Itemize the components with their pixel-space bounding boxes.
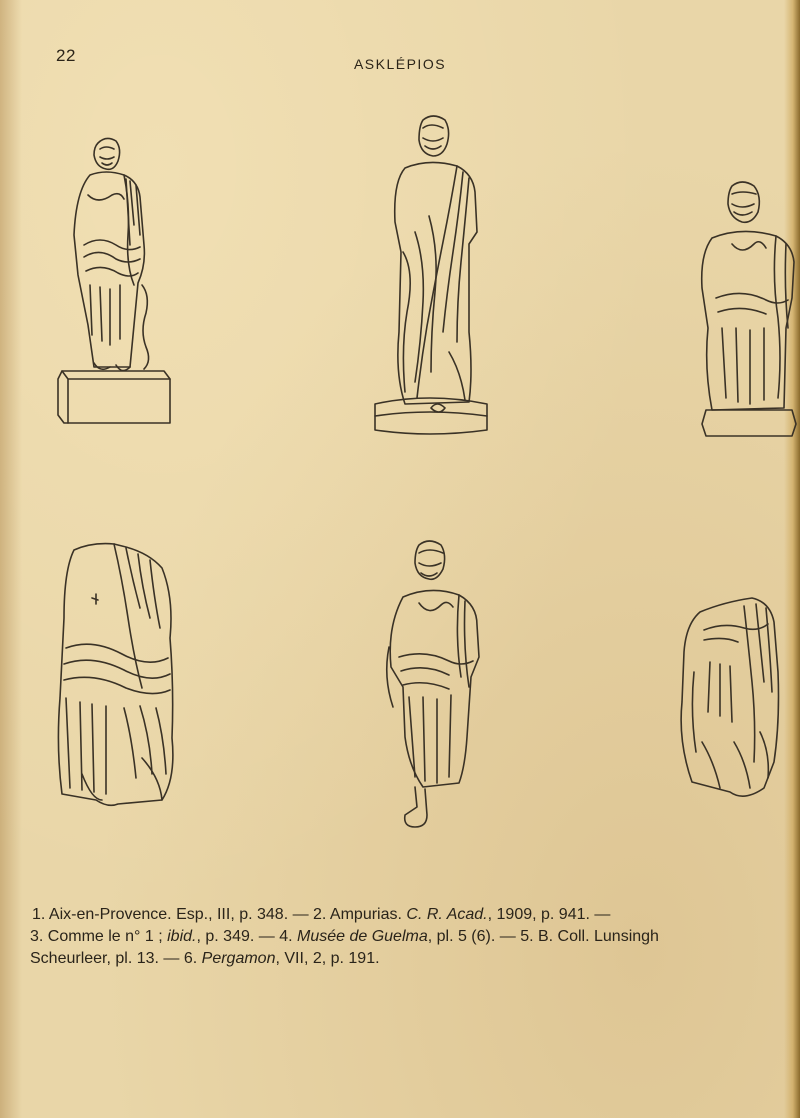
caption-text: , 1909, p. 941. — [487, 906, 611, 923]
statue-figure-4 [52, 538, 182, 810]
statue-figure-3 [692, 178, 800, 440]
standing-asklepios-statue-draped-icon [365, 112, 493, 437]
statue-figure-5 [375, 537, 487, 832]
figure-caption [30, 904, 800, 970]
caption-italic: ibid. [167, 928, 197, 945]
caption-italic: Musée de Guelma [296, 928, 428, 945]
small-asklepios-statuette-icon [375, 537, 487, 832]
caption-italic: Pergamon [201, 950, 276, 967]
caption-text: , pl. 5 (6). — 5. B. Coll. Lunsingh [427, 928, 659, 945]
caption-italic: C. R. Acad. [406, 906, 488, 923]
statue-figure-6 [674, 592, 786, 804]
running-title: ASKLÉPIOS [353, 56, 447, 72]
caption-text: 3. Comme le n° 1 ; [30, 928, 168, 945]
draped-headless-statue-fragment-icon [52, 538, 182, 810]
page-edge-left [0, 0, 22, 1118]
caption-line-2 [30, 926, 800, 948]
asklepios-statue-torso-icon [692, 178, 800, 440]
caption-line-1 [30, 904, 800, 926]
draped-torso-fragment-icon [674, 592, 786, 804]
caption-text: , p. 349. — 4. [196, 928, 297, 945]
caption-line-3 [30, 948, 800, 970]
standing-asklepios-statue-on-plinth-icon [54, 135, 176, 431]
page-number: 22 [56, 46, 76, 65]
caption-text: , VII, 2, p. 191. [275, 950, 380, 967]
statue-figure-1 [54, 135, 176, 431]
caption-text: Scheurleer, pl. 13. — 6. [30, 950, 202, 967]
statue-figure-2 [365, 112, 493, 437]
caption-text: 1. Aix-en-Provence. Esp., III, p. 348. — 2. Ampurias. [32, 906, 407, 923]
